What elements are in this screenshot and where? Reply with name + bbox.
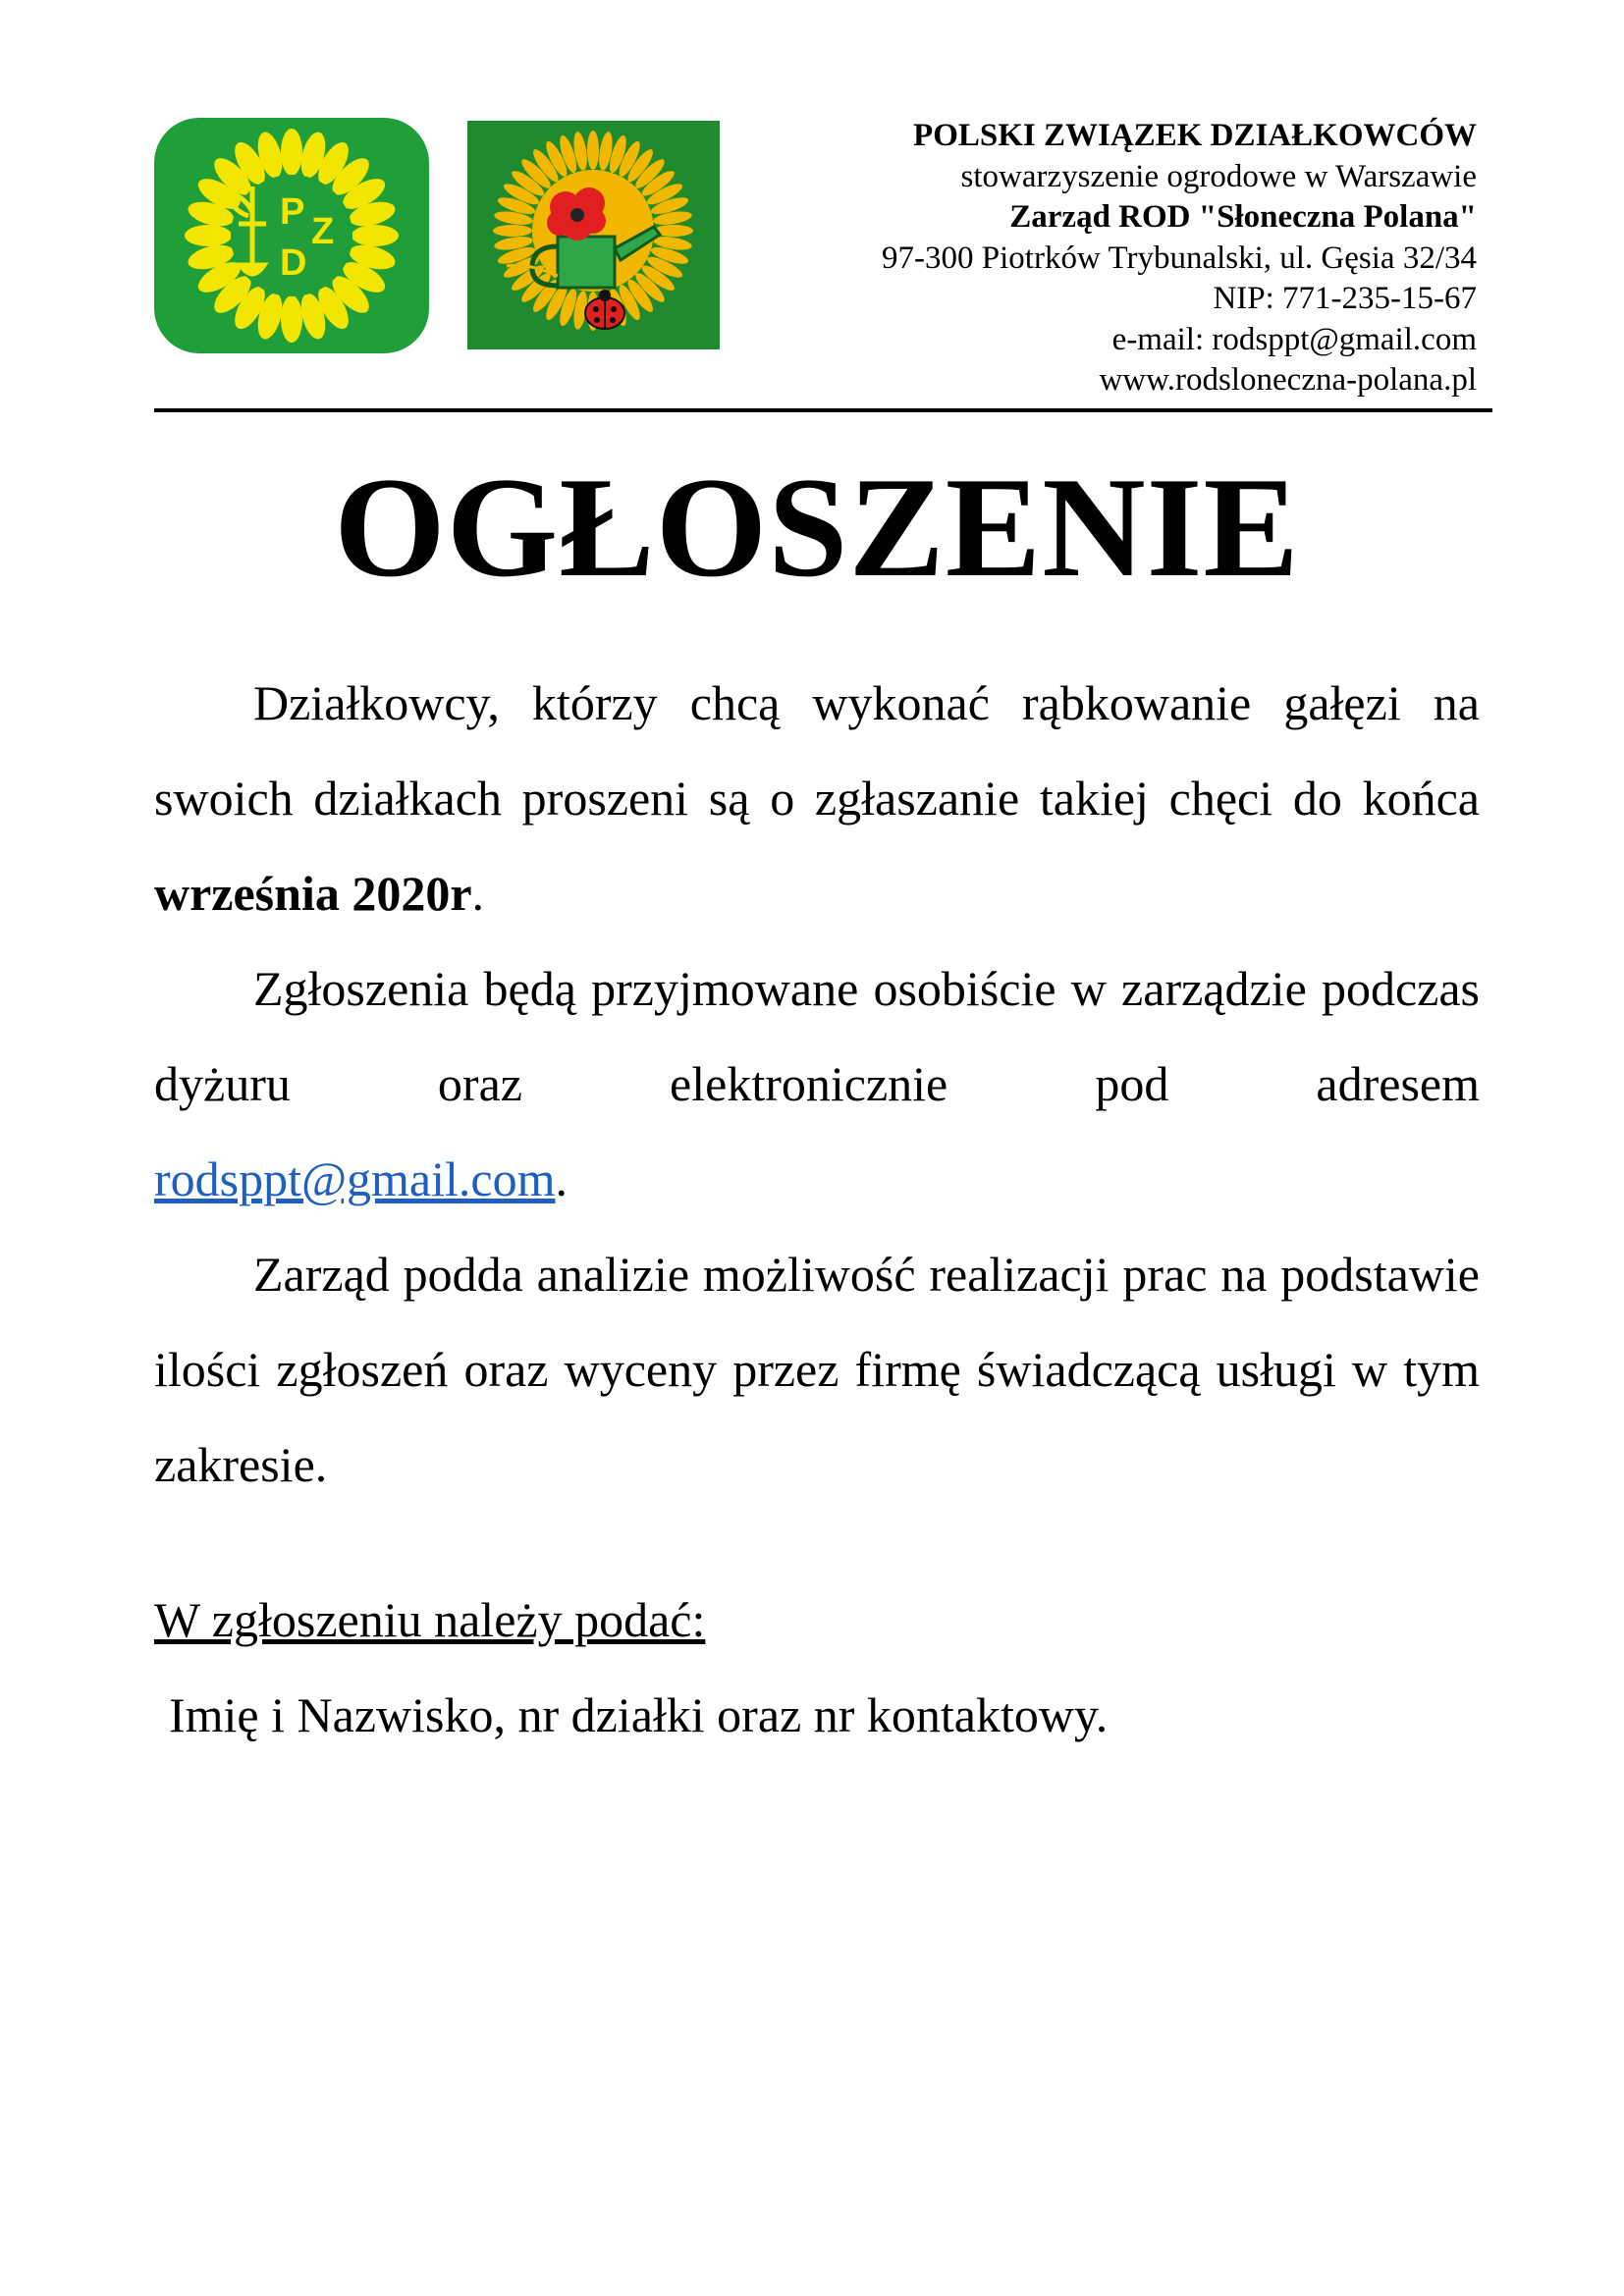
pzd-logo	[154, 118, 429, 353]
pzd-petal	[281, 129, 302, 176]
pzd-letter-z: Z	[311, 211, 335, 252]
pzd-petal	[281, 295, 302, 343]
paragraph-2	[154, 941, 1480, 1132]
letterhead	[691, 116, 1477, 401]
paragraph-2-text: Zgłoszenia będą przyjmowane osobiście w zarządzie podczas dyżuru oraz elektronicznie pod adresem	[154, 961, 1480, 1111]
page-title: OGŁOSZENIE	[334, 448, 1300, 607]
paragraph-3-text: Zarząd podda analizie możliwość realizacji prac na podstawie ilości zgłoszeń oraz wyceny przez firmę świadczącą usługi w tym zakresie.	[154, 1247, 1480, 1492]
paragraph-1-end: .	[471, 866, 485, 921]
org-name: POLSKI ZWIĄZEK DZIAŁKOWCÓW	[913, 118, 1477, 153]
paragraph-1-text: Działkowcy, którzy chcą wykonać rąbkowanie gałęzi na swoich działkach proszeni są o zgłaszanie takiej chęci do końca	[154, 675, 1480, 826]
paragraph-3	[154, 1227, 1480, 1513]
pzd-letter-p: P	[280, 191, 305, 233]
announcement-body	[154, 656, 1480, 1513]
website: www.rodsloneczna-polana.pl	[1099, 362, 1477, 398]
rod-sun-ray	[493, 225, 532, 237]
poppy-flower-icon	[547, 187, 606, 240]
pzd-petal	[185, 225, 232, 246]
nip: NIP: 771-235-15-67	[1213, 281, 1477, 316]
paragraph-2-end: .	[555, 1151, 568, 1206]
org-subtitle: stowarzyszenie ogrodowe w Warszawie	[960, 158, 1477, 194]
rod-sun-ray	[587, 131, 599, 170]
board-name: Zarząd ROD "Słoneczna Polana"	[1009, 199, 1477, 235]
paragraph-2-email-line	[154, 1132, 1480, 1227]
rod-logo	[467, 121, 720, 349]
pzd-letter-d: D	[280, 242, 307, 284]
contact-email-link[interactable]: rodsppt@gmail.com	[154, 1151, 556, 1206]
deadline: września 2020r	[154, 866, 472, 921]
paragraph-1	[154, 656, 1480, 941]
pzd-petal	[352, 225, 399, 246]
requirements-content: Imię i Nazwisko, nr działki oraz nr kontaktowy.	[169, 1687, 1109, 1742]
address: 97-300 Piotrków Trybunalski, ul. Gęsia 32/34	[882, 240, 1477, 276]
requirements-heading: W zgłoszeniu należy podać:	[154, 1592, 706, 1647]
header-divider	[154, 408, 1492, 412]
header-email: e-mail: rodsppt@gmail.com	[1111, 321, 1477, 357]
